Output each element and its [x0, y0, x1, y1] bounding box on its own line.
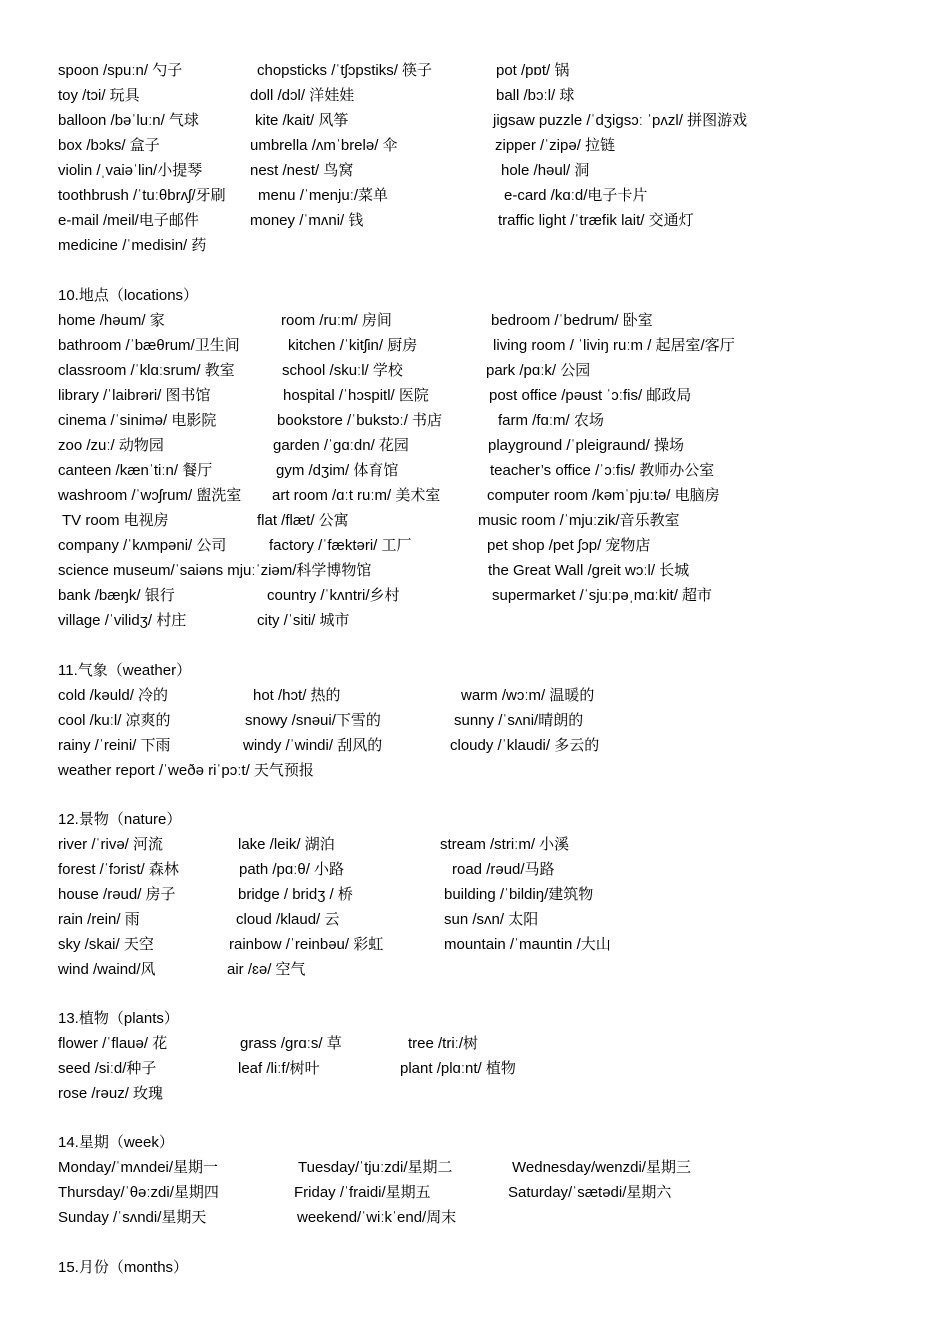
vocab-entry: chopsticks /ˈtʃɔpstiks/ 筷子	[257, 62, 433, 79]
vocab-entry: living room / ˈliviŋ ruːm / 起居室/客厅	[493, 337, 735, 354]
vocab-entry: hospital /ˈhɔspitl/ 医院	[283, 387, 429, 404]
vocab-entry: menu /ˈmenjuː/菜单	[258, 187, 389, 204]
vocab-row	[0, 611, 950, 636]
vocab-entry: lake /leik/ 湖泊	[238, 836, 335, 853]
vocab-entry: violin /ˌvaiəˈlin/小提琴	[58, 162, 203, 179]
vocab-row	[0, 561, 950, 586]
vocab-entry: Thursday/ˈθəːzdi/星期四	[58, 1184, 219, 1201]
vocab-entry: plant /plɑːnt/ 植物	[400, 1060, 516, 1077]
vocab-entry: supermarket /ˈsjuːpəˌmɑːkit/ 超市	[492, 587, 713, 604]
vocab-entry: factory /ˈfæktəri/ 工厂	[269, 537, 412, 554]
vocab-entry: canteen /kænˈtiːn/ 餐厅	[58, 462, 213, 479]
vocab-entry: bookstore /ˈbukstɔː/ 书店	[277, 412, 443, 429]
vocab-row	[0, 935, 950, 960]
section-heading-weather: 11.气象（weather）	[58, 662, 192, 679]
vocab-entry: rainbow /ˈreinbəu/ 彩虹	[229, 936, 384, 953]
vocab-entry: wind /waind/风	[58, 961, 156, 978]
vocab-entry: doll /dɔl/ 洋娃娃	[250, 87, 355, 104]
vocab-entry: medicine /ˈmedisin/ 药	[58, 237, 207, 254]
vocab-entry: rainy /ˈreini/ 下雨	[58, 737, 171, 754]
vocab-entry: e-mail /meil/电子邮件	[58, 212, 199, 229]
vocab-entry: country /ˈkʌntri/乡村	[267, 587, 400, 604]
vocab-entry: sunny /ˈsʌni/晴朗的	[454, 712, 584, 729]
vocab-row	[0, 736, 950, 761]
vocab-entry: jigsaw puzzle /ˈdʒigsɔː ˈpʌzl/ 拼图游戏	[493, 112, 748, 129]
vocab-entry: seed /siːd/种子	[58, 1060, 157, 1077]
vocab-entry: cold /kəuld/ 冷的	[58, 687, 169, 704]
vocab-entry: sky /skai/ 天空	[58, 936, 154, 953]
vocab-entry: pot /pɒt/ 锅	[496, 62, 570, 79]
vocab-entry: bank /bæŋk/ 银行	[58, 587, 175, 604]
vocab-entry: building /ˈbildiŋ/建筑物	[444, 886, 594, 903]
vocab-entry: room /ruːm/ 房间	[281, 312, 392, 329]
section-heading-nature: 12.景物（nature）	[58, 811, 182, 828]
vocab-entry: money /ˈmʌni/ 钱	[250, 212, 364, 229]
vocab-entry: farm /fɑːm/ 农场	[498, 412, 604, 429]
vocab-entry: path /pɑːθ/ 小路	[239, 861, 345, 878]
vocab-entry: river /ˈrivə/ 河流	[58, 836, 164, 853]
vocab-entry: Friday /ˈfraidi/星期五	[294, 1184, 431, 1201]
vocab-entry: umbrella /ʌmˈbrelə/ 伞	[250, 137, 398, 154]
vocab-entry: toy /tɔi/ 玩具	[58, 87, 140, 104]
section-heading-plants: 13.植物（plants）	[58, 1010, 179, 1027]
vocab-entry: weekend/ˈwiːkˈend/周末	[297, 1209, 457, 1226]
vocab-row	[0, 686, 950, 711]
vocab-row	[0, 511, 950, 536]
vocab-entry: cloudy /ˈklaudi/ 多云的	[450, 737, 600, 754]
vocab-entry: nest /nest/ 鸟窝	[250, 162, 354, 179]
vocab-entry: weather report /ˈweðə riˈpɔːt/ 天气预报	[58, 762, 314, 779]
vocab-row	[0, 211, 950, 236]
vocab-row	[0, 311, 950, 336]
vocab-row	[0, 910, 950, 935]
vocab-entry: tree /triː/树	[408, 1035, 479, 1052]
vocab-row	[0, 885, 950, 910]
vocab-entry: Monday/ˈmʌndei/星期一	[58, 1159, 219, 1176]
vocab-entry: stream /striːm/ 小溪	[440, 836, 570, 853]
vocab-row	[0, 386, 950, 411]
vocab-row	[0, 111, 950, 136]
vocab-entry: road /rəud/马路	[452, 861, 555, 878]
vocab-entry: ball /bɔːl/ 球	[496, 87, 575, 104]
vocab-row	[0, 61, 950, 86]
vocab-entry: cool /kuːl/ 凉爽的	[58, 712, 171, 729]
vocab-row	[0, 86, 950, 111]
vocab-entry: box /bɔks/ 盒子	[58, 137, 160, 154]
vocab-entry: Tuesday/ˈtjuːzdi/星期二	[298, 1159, 453, 1176]
vocab-entry: teacher’s office /ˈɔːfis/ 教师办公室	[490, 462, 715, 479]
vocab-entry: computer room /kəmˈpjuːtə/ 电脑房	[487, 487, 720, 504]
vocab-entry: mountain /ˈmauntin /大山	[444, 936, 611, 953]
vocab-row	[0, 161, 950, 186]
vocab-entry: science museum/ˈsaiəns mjuːˈziəm/科学博物馆	[58, 562, 372, 579]
vocab-entry: forest /ˈfɔrist/ 森林	[58, 861, 179, 878]
vocab-row	[0, 586, 950, 611]
vocab-entry: windy /ˈwindi/ 刮风的	[243, 737, 383, 754]
vocab-entry: washroom /ˈwɔʃrum/ 盥洗室	[58, 487, 242, 504]
vocab-row	[0, 486, 950, 511]
vocab-entry: playground /ˈpleigraund/ 操场	[488, 437, 684, 454]
vocab-entry: zipper /ˈzipə/ 拉链	[495, 137, 616, 154]
vocab-entry: home /həum/ 家	[58, 312, 165, 329]
vocab-entry: Sunday /ˈsʌndi/星期天	[58, 1209, 207, 1226]
vocab-entry: bridge / bridʒ / 桥	[238, 886, 353, 903]
vocab-entry: traffic light /ˈtræfik lait/ 交通灯	[498, 212, 694, 229]
vocab-entry: house /rəud/ 房子	[58, 886, 176, 903]
vocab-entry: sun /sʌn/ 太阳	[444, 911, 539, 928]
vocab-entry: leaf /liːf/树叶	[238, 1060, 320, 1077]
vocab-row	[0, 461, 950, 486]
vocab-row	[0, 1208, 950, 1233]
vocab-entry: TV room 电视房	[62, 512, 169, 529]
vocab-row	[0, 186, 950, 211]
vocab-entry: zoo /zuː/ 动物园	[58, 437, 164, 454]
vocab-entry: music room /ˈmjuːzik/音乐教室	[478, 512, 680, 529]
section-heading-week: 14.星期（week）	[58, 1134, 174, 1151]
vocab-entry: flower /ˈflauə/ 花	[58, 1035, 168, 1052]
section-heading-months: 15.月份（months）	[58, 1259, 189, 1276]
vocab-row	[0, 835, 950, 860]
vocab-entry: Saturday/ˈsætədi/星期六	[508, 1184, 672, 1201]
vocab-entry: snowy /snəui/下雪的	[245, 712, 381, 729]
vocab-entry: rose /rəuz/ 玫瑰	[58, 1085, 164, 1102]
vocab-row	[0, 136, 950, 161]
vocab-entry: air /ɛə/ 空气	[227, 961, 306, 978]
vocab-row	[0, 336, 950, 361]
vocab-entry: the Great Wall /greit wɔːl/ 长城	[488, 562, 690, 579]
vocab-row	[0, 711, 950, 736]
vocab-row	[0, 236, 950, 261]
vocab-row	[0, 1084, 950, 1109]
vocab-entry: library /ˈlaibrəri/ 图书馆	[58, 387, 211, 404]
vocab-row	[0, 960, 950, 985]
vocab-entry: bedroom /ˈbedrum/ 卧室	[491, 312, 653, 329]
vocab-entry: rain /rein/ 雨	[58, 911, 140, 928]
vocab-entry: pet shop /pet ʃɔp/ 宠物店	[487, 537, 651, 554]
vocab-entry: flat /flæt/ 公寓	[257, 512, 349, 529]
vocab-entry: e-card /kɑːd/电子卡片	[504, 187, 648, 204]
vocab-entry: gym /dʒim/ 体育馆	[276, 462, 399, 479]
vocab-entry: spoon /spuːn/ 勺子	[58, 62, 183, 79]
vocab-row	[0, 761, 950, 786]
vocab-entry: classroom /ˈklɑːsrum/ 教室	[58, 362, 235, 379]
vocab-row	[0, 1059, 950, 1084]
vocab-entry: hot /hɔt/ 热的	[253, 687, 341, 704]
vocab-entry: hole /həul/ 洞	[501, 162, 590, 179]
vocab-entry: grass /grɑːs/ 草	[240, 1035, 342, 1052]
vocab-row	[0, 536, 950, 561]
vocab-row	[0, 1158, 950, 1183]
vocab-entry: art room /ɑːt ruːm/ 美术室	[272, 487, 441, 504]
vocab-row	[0, 1034, 950, 1059]
vocab-row	[0, 1183, 950, 1208]
vocab-entry: warm /wɔːm/ 温暖的	[461, 687, 595, 704]
vocab-entry: toothbrush /ˈtuːθbrʌʃ/牙刷	[58, 187, 226, 204]
vocab-entry: bathroom /ˈbæθrum/卫生间	[58, 337, 240, 354]
vocab-entry: kitchen /ˈkitʃin/ 厨房	[288, 337, 418, 354]
vocab-row	[0, 860, 950, 885]
vocab-entry: post office /pəust ˈɔːfis/ 邮政局	[489, 387, 692, 404]
vocab-entry: balloon /bəˈluːn/ 气球	[58, 112, 199, 129]
vocab-entry: village /ˈvilidʒ/ 村庄	[58, 612, 187, 629]
vocab-entry: cinema /ˈsinimə/ 电影院	[58, 412, 217, 429]
vocab-entry: Wednesday/wenzdi/星期三	[512, 1159, 691, 1176]
vocab-row	[0, 361, 950, 386]
vocab-entry: company /ˈkʌmpəni/ 公司	[58, 537, 227, 554]
vocab-row	[0, 411, 950, 436]
vocab-entry: city /ˈsiti/ 城市	[257, 612, 350, 629]
vocab-entry: school /skuːl/ 学校	[282, 362, 403, 379]
vocab-entry: cloud /klaud/ 云	[236, 911, 340, 928]
vocab-row	[0, 436, 950, 461]
vocab-entry: kite /kait/ 风筝	[255, 112, 349, 129]
vocab-entry: garden /ˈgɑːdn/ 花园	[273, 437, 409, 454]
section-heading-locations: 10.地点（locations）	[58, 287, 199, 304]
vocab-entry: park /pɑːk/ 公园	[486, 362, 591, 379]
